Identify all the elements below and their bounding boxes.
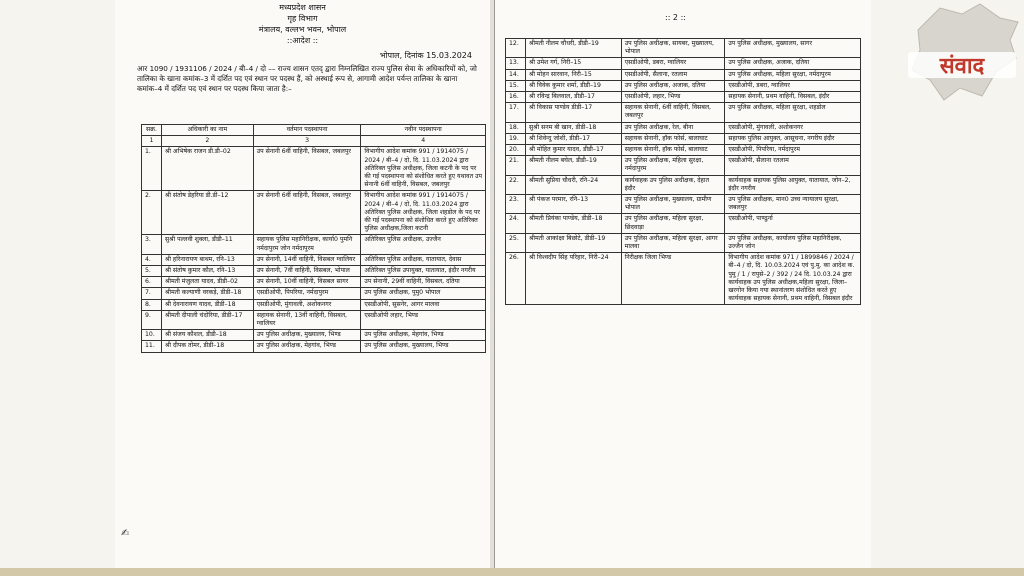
officer-name-cell: श्री मोहन सारवान, निरी–15 [525, 69, 621, 80]
current-posting-cell: उप सेनानी 6वीं वाहिनी, विसबल, जबलपुर [253, 191, 361, 235]
address: मंत्रालय, वल्लभ भवन, भोपाल [258, 25, 347, 34]
officer-name-cell: श्री पंकज परमार, रनि–13 [525, 195, 621, 214]
table-row [506, 253, 861, 305]
col-header: अधिकारी का नाम [161, 125, 253, 136]
col-number: 1 [142, 136, 162, 147]
current-posting-cell: उप पुलिस अधीक्षक, महिला सुरक्षा, आगर मालवा [621, 233, 725, 252]
serial-cell: 10. [142, 330, 162, 341]
officer-name-cell: श्रीमती मंजुलता यादव, डीडी–02 [161, 277, 253, 288]
current-posting-cell: उप पुलिस अधीक्षक, महिला सुरक्षा, छिंदवाड़ा [621, 214, 725, 233]
current-posting-cell: सहायक सेनानी, हॉक फोर्स, बालाघाट [621, 145, 725, 156]
col-number: 4 [361, 136, 486, 147]
officer-name-cell: श्रीमती दीपाली चंदोरिया, डीडी–17 [161, 310, 253, 329]
officer-name-cell: श्रीमती कल्याणी वरकड़े, डीडी–18 [161, 288, 253, 299]
current-posting-cell: उप पुलिस अधीक्षक, महिला सुरक्षा, नर्मदापुरम [621, 156, 725, 175]
officer-name-cell: श्री विश्वदीप सिंह परिहार, निरी–24 [525, 253, 621, 305]
serial-cell: 21. [506, 156, 526, 175]
new-posting-cell: उप पुलिस अधीक्षक, मुख्यालय, भिण्ड [361, 341, 486, 352]
officer-name-cell: श्रीमती नीलम बघेल, डीडी–19 [525, 156, 621, 175]
current-posting-cell: एसडीओपी, पिपरिया, नर्मदापुरम [253, 288, 361, 299]
serial-cell: 26. [506, 253, 526, 305]
officer-name-cell: सुश्री सनम बी खान, डीडी–18 [525, 122, 621, 133]
new-posting-cell: एसडीओपी, पिपरिया, नर्मदापुरम [725, 145, 861, 156]
table-row [142, 147, 486, 191]
new-posting-cell: उप पुलिस अधीक्षक, मेहगांव, भिण्ड [361, 330, 486, 341]
current-posting-cell: सहायक सेनानी, 6वीं वाहिनी, विसबल, जबलपुर [621, 103, 725, 122]
table-row [142, 299, 486, 310]
serial-cell: 14. [506, 69, 526, 80]
new-posting-cell: अतिरिक्त पुलिस अधीक्षक, यातायात, देवास [361, 254, 486, 265]
new-posting-cell: विभागीय आदेश कमांक 991 / 1914075 / 2024 / बी–4 / दो, दि. 11.03.2024 द्वारा अतिरिक्त पुलिस अधीक्षक, जिला शहडोल के पद पर की गई पदस्थापना को संशोधित करते हुए अतिरिक्त पुलिस अधीक्षक,जिला कटनी [361, 191, 486, 235]
table-row [506, 156, 861, 175]
current-posting-cell: उप पुलिस अधीक्षक, सायबर, मुख्यालय, भोपाल [621, 39, 725, 58]
new-posting-cell: एसडीओपी लहार, भिण्ड [361, 310, 486, 329]
new-posting-cell: उप पुलिस अधीक्षक, महिला सुरक्षा, नर्मदापुरम [725, 69, 861, 80]
current-posting-cell: उप सेनानी, 10वीं वाहिनी, विसबल सागर [253, 277, 361, 288]
serial-cell: 25. [506, 233, 526, 252]
current-posting-cell: सहायक सेनानी, 13वीं वाहिनी, विसबल, ग्वालियर [253, 310, 361, 329]
officer-name-cell: श्री रविन्द्र बिलवाल, डीडी–17 [525, 92, 621, 103]
officer-name-cell: श्री देवनारायण यादव, डीडी–18 [161, 299, 253, 310]
current-posting-cell: सहायक पुलिस महानिरीक्षक, कार्या0 पुमनि नर्मदापुरम जोन नर्मदापुरम [253, 235, 361, 254]
col-number: 2 [161, 136, 253, 147]
table-row [142, 288, 486, 299]
samvad-logo [900, 0, 1024, 110]
table-row [506, 80, 861, 91]
officer-name-cell: श्री संजय कौशल, डीडी–18 [161, 330, 253, 341]
new-posting-cell: उप पुलिस अधीक्षक, अजाक, दतिया [725, 58, 861, 69]
table-row [506, 233, 861, 252]
serial-cell: 8. [142, 299, 162, 310]
current-posting-cell: कार्यवाहक उप पुलिस अधीक्षक, देहात इंदौर [621, 175, 725, 194]
serial-cell: 19. [506, 133, 526, 144]
new-posting-cell: उप सेनानी, 29वीं वाहिनी, विसबल, दतिया [361, 277, 486, 288]
serial-cell: 11. [142, 341, 162, 352]
new-posting-cell: उप पुलिस अधीक्षक, पुमु0 भोपाल [361, 288, 486, 299]
order-date: भोपाल, दिनांक 15.03.2024 [379, 51, 472, 60]
table-row [142, 254, 486, 265]
new-posting-cell: एसडीओपी, सैलाना रतलाम [725, 156, 861, 175]
document-page-2 [494, 0, 871, 576]
table-row [506, 175, 861, 194]
new-posting-cell: सहायक सेनानी, प्रथम वाहिनी, विसबल, इंदौर [725, 92, 861, 103]
officer-name-cell: श्री संतोष डेहरिया डी.डी–12 [161, 191, 253, 235]
table-row [142, 310, 486, 329]
officer-name-cell: श्री शिवेन्दु जोशी, डीडी–17 [525, 133, 621, 144]
current-posting-cell: एसडीओपी, लहार, भिण्ड [621, 92, 725, 103]
officer-name-cell: श्री विवेक कुमार शर्मा, डीडी–19 [525, 80, 621, 91]
current-posting-cell: उप पुलिस अधीक्षक, रेल, बीना [621, 122, 725, 133]
serial-cell: 9. [142, 310, 162, 329]
current-posting-cell: सहायक सेनानी, हॉक फोर्स, बालाघाट [621, 133, 725, 144]
officer-name-cell: श्री अभिषेक राजन डी.डी–02 [161, 147, 253, 191]
table-row [142, 341, 486, 352]
serial-cell: 17. [506, 103, 526, 122]
current-posting-cell: उप पुलिस अधीक्षक, मुख्यालय, भिण्ड [253, 330, 361, 341]
officer-name-cell: श्री विकास पाण्डेय डीडी–17 [525, 103, 621, 122]
table-header-row [142, 125, 486, 136]
serial-cell: 23. [506, 195, 526, 214]
new-posting-cell: उप पुलिस अधीक्षक, मान0 उच्च न्यायालय सुरक्षा, जबलपुर [725, 195, 861, 214]
new-posting-cell: अतिरिक्त पुलिस उपायुक्त, यातायात, इंदौर नगरीय [361, 266, 486, 277]
officer-name-cell: श्रीमती आकांक्षा बिछोटे, डीडी–19 [525, 233, 621, 252]
table-row [506, 133, 861, 144]
new-posting-cell: सहायक पुलिस आयुक्त, आसूचना, नगरीय इंदौर [725, 133, 861, 144]
bottom-strip [0, 568, 1024, 576]
serial-cell: 7. [142, 288, 162, 299]
officer-name-cell: श्री हरिनारायण बाथम, रनि–13 [161, 254, 253, 265]
new-posting-cell: उप पुलिस अधीक्षक, कार्यालय पुलिस महानिरीक्षक, उज्जैन जोन [725, 233, 861, 252]
serial-cell: 24. [506, 214, 526, 233]
serial-cell: 18. [506, 122, 526, 133]
new-posting-cell: एसडीओपी, पाण्ढुर्ना [725, 214, 861, 233]
new-posting-cell: विभागीय आदेश कमांक 991 / 1914075 / 2024 / बी–4 / दो, दि. 11.03.2024 द्वारा अतिरिक्त पुलिस अधीक्षक, जिला कटनी के पद पर की गई पदस्थापना को संशोधित करते हुए यथावत उप सेनानी 6वीं वाहिनी, विसबल, जबलपुर [361, 147, 486, 191]
table-row [506, 58, 861, 69]
table-row [506, 39, 861, 58]
current-posting-cell: एसडीओपी, मुंगावली, अशोकनगर [253, 299, 361, 310]
table-row [142, 266, 486, 277]
table-colnum-row [142, 136, 486, 147]
page1-header [115, 2, 490, 46]
current-posting-cell: उप सेनानी, 7वीं वाहिनी, विसबल, भोपाल [253, 266, 361, 277]
document-page-1 [115, 0, 490, 576]
new-posting-cell: उप पुलिस अधीक्षक, महिला सुरक्षा, शहडोल [725, 103, 861, 122]
serial-cell: 16. [506, 92, 526, 103]
table-row [506, 145, 861, 156]
table-row [506, 92, 861, 103]
current-posting-cell: उप सेनानी 6वीं वाहिनी, विसबल, जबलपुर [253, 147, 361, 191]
new-posting-cell: एसडीओपी, मुंगावली, अशोकनगर [725, 122, 861, 133]
serial-cell: 5. [142, 266, 162, 277]
officer-name-cell: श्रीमती सुप्रिया चौधरी, रनि–24 [525, 175, 621, 194]
current-posting-cell: उप सेनानी, 14वीं वाहिनी, विसबल ग्वालियर [253, 254, 361, 265]
col-header: नवीन पदस्थापना [361, 125, 486, 136]
table-row [506, 214, 861, 233]
page-number: :: 2 :: [665, 13, 686, 22]
table-row [506, 103, 861, 122]
current-posting-cell: उप पुलिस अधीक्षक, मुख्यालय, ग्रामीण भोपाल [621, 195, 725, 214]
table-row [142, 277, 486, 288]
serial-cell: 1. [142, 147, 162, 191]
new-posting-cell: अतिरिक्त पुलिस अधीक्षक, उज्जैन [361, 235, 486, 254]
order-title: ::आदेश :: [286, 36, 319, 45]
current-posting-cell: उप पुलिस अधीक्षक, अजाक, दतिया [621, 80, 725, 91]
serial-cell: 13. [506, 58, 526, 69]
serial-cell: 6. [142, 277, 162, 288]
officer-name-cell: श्री संतोष कुमार कौल, रनि–13 [161, 266, 253, 277]
current-posting-cell: एसडीओपी, सैलाना, रतलाम [621, 69, 725, 80]
transfer-table-page2 [505, 38, 861, 305]
new-posting-cell: विभागीय आदेश कमांक 971 / 1899846 / 2024 / बी–4 / दो, दि. 10.03.2024 एवं पु.मु. का आदेश क. पुमु / 1 / रापुसे–2 / 392 / 24 दि. 10.03.24 द्वारा कार्यवाहक उप पुलिस अधीक्षक,महिला सुरक्षा, जिला–खरगोन किया गया स्थानांतरण संशोधित करते हुए कार्यवाहक सहायक सेनानी, प्रथम वाहिनी, विसबल इंदौर [725, 253, 861, 305]
officer-name-cell: श्री मोहित कुमार यादव, डीडी–17 [525, 145, 621, 156]
serial-cell: 4. [142, 254, 162, 265]
serial-cell: 12. [506, 39, 526, 58]
current-posting-cell: निरीक्षक जिला भिण्ड [621, 253, 725, 305]
new-posting-cell: कार्यवाहक सहायक पुलिस आयुक्त, यातायात, जोन–2, इंदौर नगरीय [725, 175, 861, 194]
svg-text:संवाद: संवाद [939, 54, 985, 79]
officer-name-cell: सुश्री पल्लवी शुक्ला, डीडी–11 [161, 235, 253, 254]
serial-cell: 15. [506, 80, 526, 91]
current-posting-cell: एसडीओपी, डबरा, ग्वालियर [621, 58, 725, 69]
serial-cell: 20. [506, 145, 526, 156]
table-row [142, 235, 486, 254]
officer-name-cell: श्री उमेश गर्ग, निरी–15 [525, 58, 621, 69]
serial-cell: 3. [142, 235, 162, 254]
officer-name-cell: श्रीमती नीलम चौधरी, डीडी–19 [525, 39, 621, 58]
table-row [506, 122, 861, 133]
current-posting-cell: उप पुलिस अधीक्षक, मेहगांव, भिण्ड [253, 341, 361, 352]
col-number: 3 [253, 136, 361, 147]
col-header: वर्तमान पदस्थापना [253, 125, 361, 136]
mp-map-logo-icon [900, 0, 1024, 110]
dept-title: गृह विभाग [287, 14, 318, 23]
table-row [506, 195, 861, 214]
serial-cell: 2. [142, 191, 162, 235]
transfer-table-page1 [141, 124, 486, 353]
table-row [142, 191, 486, 235]
serial-cell: 22. [506, 175, 526, 194]
gov-title: मध्यप्रदेश शासन [279, 3, 326, 12]
officer-name-cell: श्रीमती प्रियंका पाण्डेय, डीडी–18 [525, 214, 621, 233]
officer-name-cell: श्री दीपक तोमर, डीडी–18 [161, 341, 253, 352]
new-posting-cell: एसडीओपी, डबरा, ग्वालियर [725, 80, 861, 91]
table-row [142, 330, 486, 341]
new-posting-cell: एसडीओपी, सुसनेर, आगर मालवा [361, 299, 486, 310]
intro-paragraph: आर 1090 / 1931106 / 2024 / बी–4 / दो –– राज्य शासन एतद् द्वारा निम्नलिखित राज्य पुलिस सेवा के अधिकारियों को, जो तालिका के खाना कमांक–3 में दर्शित पद एवं स्थान पर पदस्थ हैं, को अस्थाई रूप से, आगामी आदेश पर्यन्त तालिका के खाना कमांक–4 में दर्शित पद एवं स्थान पर पदस्थ किया जाता है:– [137, 64, 477, 93]
table-row [506, 69, 861, 80]
signature-mark: ✍ [121, 528, 130, 539]
new-posting-cell: उप पुलिस अधीक्षक, मुख्यालय, सागर [725, 39, 861, 58]
col-header: सक्र. [142, 125, 162, 136]
